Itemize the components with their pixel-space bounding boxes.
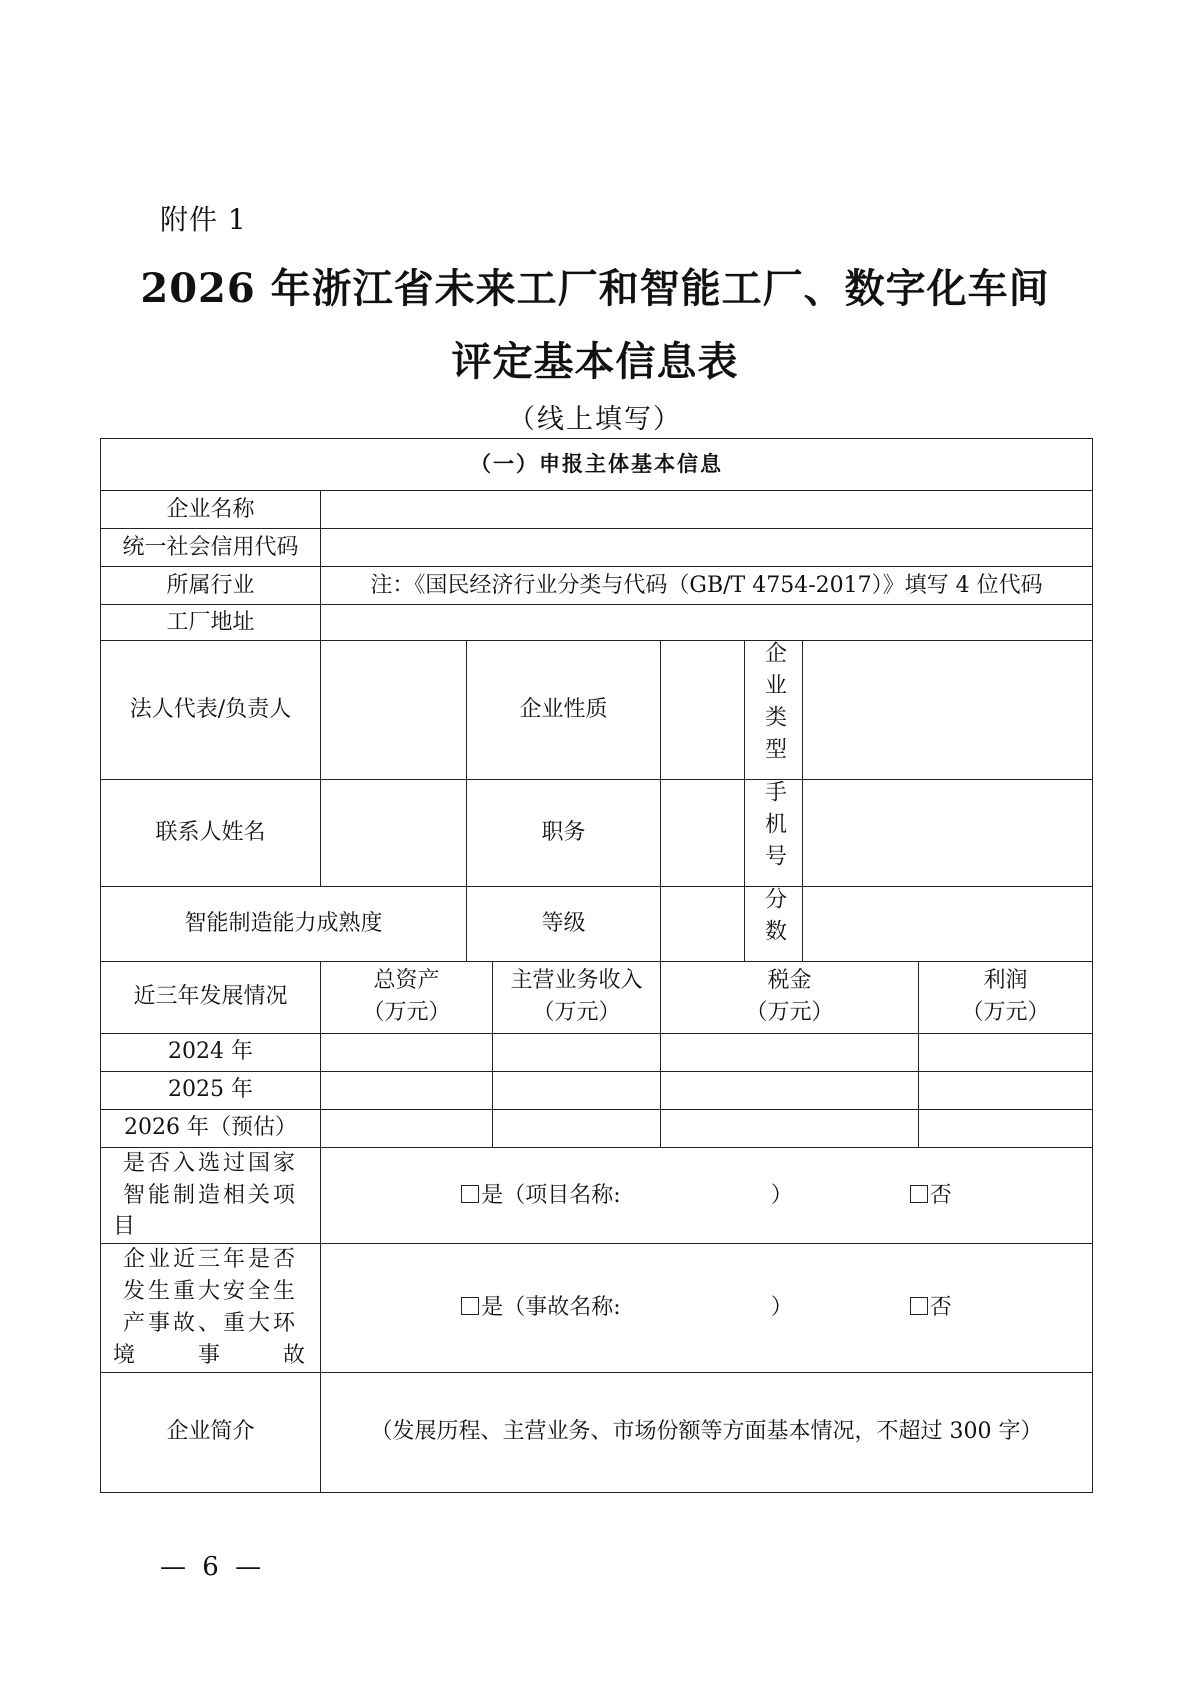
credit-code-field[interactable]: [321, 529, 1093, 567]
accident-no-label: 否: [929, 1295, 952, 1321]
accident-yes-option[interactable]: [461, 1292, 792, 1324]
national-yes-label: 是（项目名称:: [481, 1182, 621, 1208]
tax-2025-field[interactable]: [661, 1071, 919, 1109]
national-no-label: 否: [929, 1182, 952, 1208]
contact-name-label: 联系人姓名: [101, 779, 321, 886]
main-revenue-unit: （万元）: [532, 1000, 621, 1026]
position-label: 职务: [467, 779, 661, 886]
development-label: 近三年发展情况: [101, 961, 321, 1033]
main-revenue-title: 主营业务收入: [510, 968, 643, 994]
table-row: [101, 1109, 1093, 1147]
tax-header: [661, 961, 919, 1033]
company-nature-label: 企业性质: [467, 641, 661, 780]
page-number: — 6 —: [160, 1552, 266, 1582]
attachment-label: 附件 1: [160, 203, 247, 236]
total-assets-header: [321, 961, 493, 1033]
mobile-field[interactable]: [803, 779, 1093, 886]
document-subtitle: （线上填写）: [508, 404, 682, 435]
factory-address-field[interactable]: [321, 605, 1093, 641]
company-nature-field[interactable]: [661, 641, 745, 780]
revenue-2024-field[interactable]: [493, 1033, 661, 1071]
position-field[interactable]: [661, 779, 745, 886]
total-assets-title: 总资产: [373, 968, 440, 994]
assets-2025-field[interactable]: [321, 1071, 493, 1109]
checkbox-icon[interactable]: [910, 1185, 928, 1203]
checkbox-icon[interactable]: [461, 1297, 479, 1315]
tax-unit: （万元）: [745, 1000, 834, 1026]
accident-close-paren: ）: [770, 1295, 793, 1321]
document-title-line1: 2026 年浙江省未来工厂和智能工厂、数字化车间: [140, 265, 1050, 312]
national-project-label: 是否入选过国家智能制造相关项目: [101, 1147, 321, 1244]
revenue-2026-field[interactable]: [493, 1109, 661, 1147]
profit-title: 利润: [983, 968, 1028, 994]
tax-2024-field[interactable]: [661, 1033, 919, 1071]
main-revenue-header: [493, 961, 661, 1033]
industry-label: 所属行业: [101, 567, 321, 605]
legal-rep-label: 法人代表/负责人: [101, 641, 321, 780]
assets-2026-field[interactable]: [321, 1109, 493, 1147]
national-no-option[interactable]: [910, 1180, 952, 1212]
credit-code-label: 统一社会信用代码: [101, 529, 321, 567]
section-basic-info-header: （一）申报主体基本信息: [101, 439, 1093, 491]
profile-label: 企业简介: [101, 1372, 321, 1492]
accident-options: [321, 1244, 1093, 1373]
mobile-label: 手机号: [745, 779, 803, 886]
checkbox-icon[interactable]: [910, 1297, 928, 1315]
score-field[interactable]: [803, 886, 1093, 961]
accident-no-option[interactable]: [910, 1292, 952, 1324]
profile-note: （发展历程、主营业务、市场份额等方面基本情况，不超过 300 字）: [370, 1419, 1043, 1445]
national-close-paren: ）: [770, 1182, 793, 1208]
contact-name-field[interactable]: [321, 779, 467, 886]
profit-unit: （万元）: [961, 1000, 1050, 1026]
company-name-label: 企业名称: [101, 491, 321, 529]
national-yes-option[interactable]: [461, 1180, 792, 1212]
score-label: 分数: [745, 886, 803, 961]
assets-2024-field[interactable]: [321, 1033, 493, 1071]
tax-2026-field[interactable]: [661, 1109, 919, 1147]
company-type-field[interactable]: [803, 641, 1093, 780]
checkbox-icon[interactable]: [461, 1185, 479, 1203]
year-2025-label: 2025 年: [101, 1071, 321, 1109]
document-title-line2: 评定基本信息表: [451, 338, 739, 385]
profile-field[interactable]: [321, 1372, 1093, 1492]
maturity-label: 智能制造能力成熟度: [101, 886, 467, 961]
year-2024-label: 2024 年: [101, 1033, 321, 1071]
tax-title: 税金: [767, 968, 812, 994]
factory-address-label: 工厂地址: [101, 605, 321, 641]
company-type-label: 企业类型: [745, 641, 803, 780]
industry-field[interactable]: [321, 567, 1093, 605]
profit-2026-field[interactable]: [919, 1109, 1093, 1147]
revenue-2025-field[interactable]: [493, 1071, 661, 1109]
table-row: [101, 1071, 1093, 1109]
table-row: [101, 1033, 1093, 1071]
total-assets-unit: （万元）: [362, 1000, 451, 1026]
info-form-table: [100, 438, 1093, 1493]
year-2026-label: 2026 年（预估）: [101, 1109, 321, 1147]
accident-label: 企业近三年是否发生重大安全生产事故、重大环境事故: [101, 1244, 321, 1373]
company-name-field[interactable]: [321, 491, 1093, 529]
profit-header: [919, 961, 1093, 1033]
accident-yes-label: 是（事故名称:: [481, 1295, 621, 1321]
legal-rep-field[interactable]: [321, 641, 467, 780]
industry-note: 注：《国民经济行业分类与代码（GB/T 4754-2017）》填写 4 位代码: [370, 572, 1043, 598]
profit-2024-field[interactable]: [919, 1033, 1093, 1071]
grade-label: 等级: [467, 886, 661, 961]
profit-2025-field[interactable]: [919, 1071, 1093, 1109]
national-project-options: [321, 1147, 1093, 1244]
grade-field[interactable]: [661, 886, 745, 961]
